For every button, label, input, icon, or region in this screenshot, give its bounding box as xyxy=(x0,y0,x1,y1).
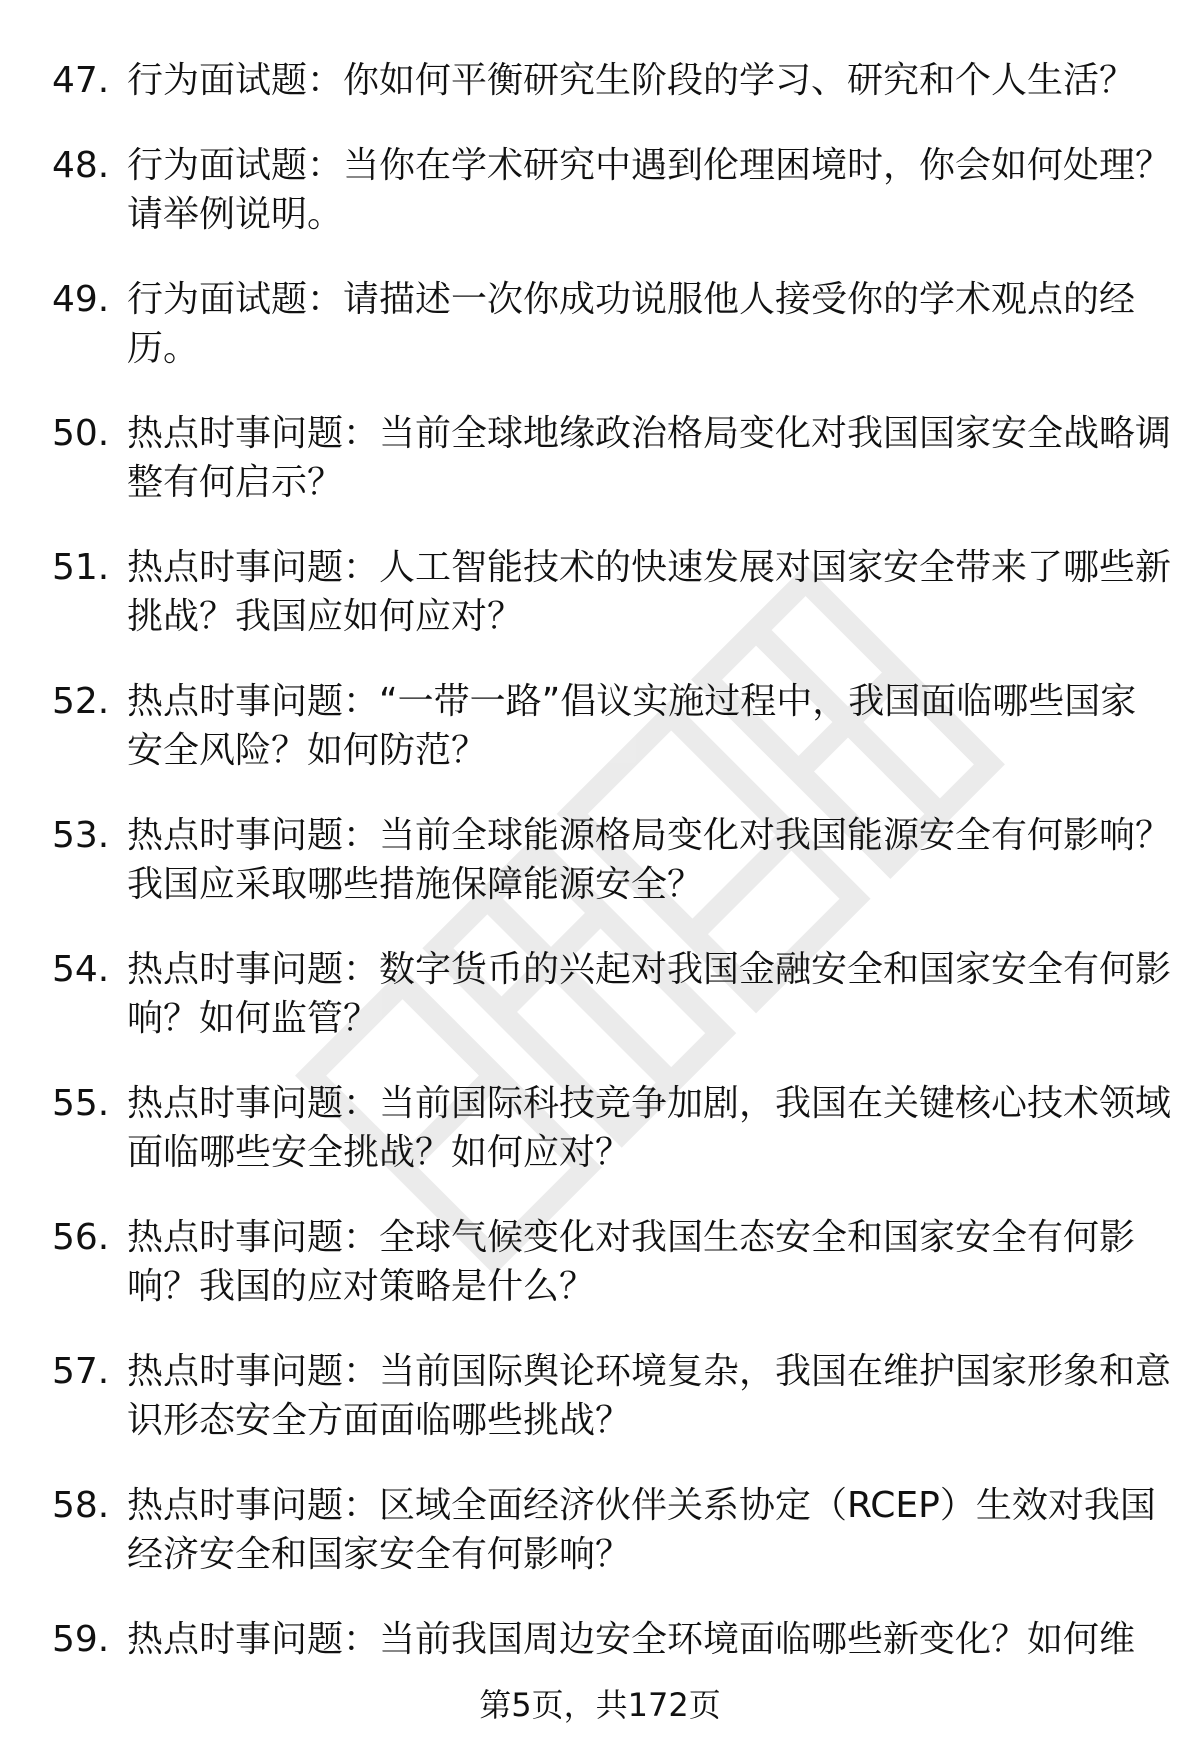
question-number: 49. xyxy=(52,279,110,320)
question-text: 热点时事问题：当前全球地缘政治格局变化对我国国家安全战略调整有何启示？ xyxy=(127,413,1172,503)
question-number: 51. xyxy=(52,547,110,588)
question-number: 59. xyxy=(52,1619,110,1660)
question-text: 热点时事问题：全球气候变化对我国生态安全和国家安全有何影响？我国的应对策略是什么？ xyxy=(127,1217,1136,1307)
question-number: 58. xyxy=(52,1485,110,1526)
page-number-label: 第5页，共172页 xyxy=(479,1686,721,1724)
question-text: 热点时事问题：区域全面经济伙伴关系协定（RCEP）生效对我国经济安全和国家安全有何影响？ xyxy=(127,1485,1156,1575)
question-item xyxy=(52,1213,1172,1311)
question-number: 54. xyxy=(52,949,110,990)
question-item xyxy=(52,543,1172,641)
question-item xyxy=(52,945,1172,1043)
question-item xyxy=(52,56,1172,105)
question-item xyxy=(52,677,1172,775)
question-item xyxy=(52,1615,1172,1664)
question-number: 52. xyxy=(52,681,110,722)
question-text: 热点时事问题：当前国际舆论环境复杂，我国在维护国家形象和意识形态安全方面面临哪些挑战？ xyxy=(127,1351,1172,1441)
page-footer xyxy=(0,1683,1200,1727)
question-item xyxy=(52,409,1172,507)
question-text: 热点时事问题：“一带一路”倡议实施过程中，我国面临哪些国家安全风险？如何防范？ xyxy=(127,681,1137,771)
question-item xyxy=(52,141,1172,239)
question-text: 热点时事问题：当前我国周边安全环境面临哪些新变化？如何维 xyxy=(127,1619,1136,1660)
question-text: 行为面试题：当你在学术研究中遇到伦理困境时，你会如何处理？请举例说明。 xyxy=(127,145,1172,235)
question-item xyxy=(52,1347,1172,1445)
question-item xyxy=(52,811,1172,909)
question-text: 行为面试题：你如何平衡研究生阶段的学习、研究和个人生活？ xyxy=(127,60,1136,101)
question-number: 48. xyxy=(52,145,110,186)
question-number: 55. xyxy=(52,1083,110,1124)
question-list xyxy=(52,56,1172,1700)
question-text: 热点时事问题：当前国际科技竞争加剧，我国在关键核心技术领域面临哪些安全挑战？如何应对？ xyxy=(127,1083,1172,1173)
question-text: 热点时事问题：当前全球能源格局变化对我国能源安全有何影响？我国应采取哪些措施保障能源安全？ xyxy=(127,815,1172,905)
question-item xyxy=(52,1079,1172,1177)
question-number: 47. xyxy=(52,60,110,101)
question-text: 行为面试题：请描述一次你成功说服他人接受你的学术观点的经历。 xyxy=(127,279,1136,369)
question-item xyxy=(52,1481,1172,1579)
question-number: 56. xyxy=(52,1217,110,1258)
question-text: 热点时事问题：数字货币的兴起对我国金融安全和国家安全有何影响？如何监管？ xyxy=(127,949,1172,1039)
question-number: 53. xyxy=(52,815,110,856)
question-text: 热点时事问题：人工智能技术的快速发展对国家安全带来了哪些新挑战？我国应如何应对？ xyxy=(127,547,1172,637)
question-item xyxy=(52,275,1172,373)
question-number: 57. xyxy=(52,1351,110,1392)
question-number: 50. xyxy=(52,413,110,454)
